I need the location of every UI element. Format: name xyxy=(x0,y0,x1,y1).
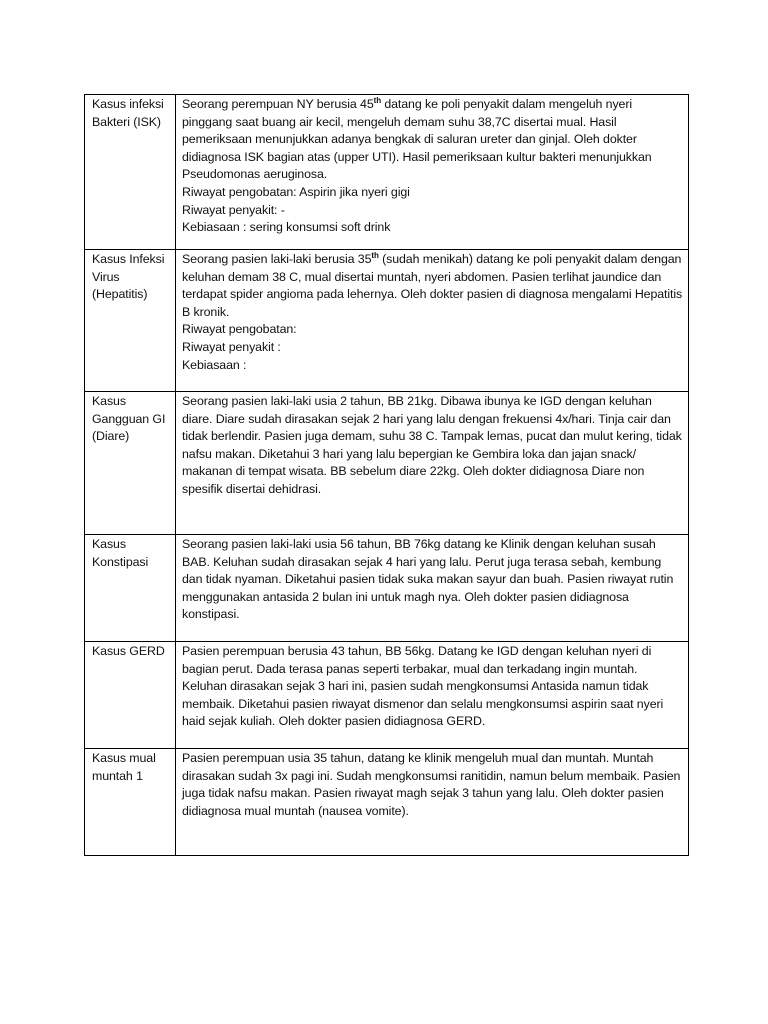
table-row xyxy=(85,749,689,856)
case-text-rest: datang ke poli penyakit dalam mengeluh nyeri pinggang saat buang air kecil, mengeluh demam suhu 38,7C disertai mual. Hasil pemeriksaan menunjukkan adanya bengkak di saluran ureter dan ginjal. Oleh dokter didiagnosa ISK bagian atas (upper UTI). Hasil pemeriksaan kultur bakteri menunjukkan Pseudomonas aeruginosa. xyxy=(182,97,652,182)
case-history-line: Riwayat penyakit : xyxy=(182,339,281,354)
case-text-start: Seorang pasien laki-laki berusia 35 xyxy=(182,252,372,266)
table-row xyxy=(85,642,689,749)
case-text-rest: (sudah menikah) datang ke poli penyakit dalam dengan keluhan demam 38 C, mual disertai muntah, nyeri abdomen. Pasien terlihat jaundice dan terdapat spider angioma pada lehernya. Oleh dokter pasien di diagnosa mengalami Hepatitis B kronik. xyxy=(182,252,683,319)
case-description xyxy=(176,95,689,250)
case-paragraph xyxy=(182,251,683,321)
case-description xyxy=(176,250,689,392)
case-history-line: Riwayat pengobatan: Aspirin jika nyeri gigi xyxy=(182,184,410,199)
case-history-line: Riwayat pengobatan: xyxy=(182,322,297,337)
table-row xyxy=(85,95,689,250)
table-row xyxy=(85,250,689,392)
case-description: Seorang pasien laki-laki usia 2 tahun, BB 21kg. Dibawa ibunya ke IGD dengan keluhan diare. Diare sudah dirasakan sejak 2 hari yang lalu dengan frekuensi 4x/hari. Tinja cair dan tidak berlendir. Pasien juga demam, suhu 38 C. Tampak lemas, pucat dan mulut kering, tidak nafsu makan. Diketahui 3 hari yang lalu bepergian ke Gembira loka dan jajan snack/ makanan di tempat wisata. BB sebelum diare 22kg. Oleh dokter didiagnosa Diare non spesifik disertai dehidrasi. xyxy=(176,392,689,535)
case-label: Kasus infeksi Bakteri (ISK) xyxy=(85,95,176,250)
ordinal-suffix: th xyxy=(371,250,379,260)
case-description: Seorang pasien laki-laki usia 56 tahun, BB 76kg datang ke Klinik dengan keluhan susah BAB. Keluhan sudah dirasakan sejak 4 hari yang lalu. Perut juga terasa sebah, kembung dan tidak nyaman. Diketahui pasien tidak suka makan sayur dan buah. Pasien riwayat rutin menggunakan antasida 2 bulan ini untuk magh nya. Oleh dokter pasien didiagnosa konstipasi. xyxy=(176,535,689,642)
case-paragraph xyxy=(182,96,683,184)
case-label: Kasus GERD xyxy=(85,642,176,749)
table-row xyxy=(85,535,689,642)
case-text-start: Seorang perempuan NY berusia 45 xyxy=(182,97,374,111)
ordinal-suffix: th xyxy=(373,95,381,105)
case-history-line: Kebiasaan : xyxy=(182,357,247,372)
case-label: Kasus Konstipasi xyxy=(85,535,176,642)
case-label: Kasus mual muntah 1 xyxy=(85,749,176,856)
case-label: Kasus Infeksi Virus (Hepatitis) xyxy=(85,250,176,392)
case-history-line: Kebiasaan : sering konsumsi soft drink xyxy=(182,220,391,235)
case-description: Pasien perempuan berusia 43 tahun, BB 56kg. Datang ke IGD dengan keluhan nyeri di bagian perut. Dada terasa panas seperti terbakar, mual dan terkadang ingin muntah. Keluhan dirasakan sejak 3 hari ini, pasien sudah mengkonsumsi Antasida namun tidak membaik. Diketahui pasien riwayat dismenor dan selalu mengkonsumsi aspirin saat nyeri haid sejak kuliah. Oleh dokter pasien didiagnosa GERD. xyxy=(176,642,689,749)
table-row xyxy=(85,392,689,535)
case-description: Pasien perempuan usia 35 tahun, datang ke klinik mengeluh mual dan muntah. Muntah dirasakan sudah 3x pagi ini. Sudah mengkonsumsi ranitidin, namun belum membaik. Pasien juga tidak nafsu makan. Pasien riwayat magh sejak 3 tahun yang lalu. Oleh dokter pasien didiagnosa mual muntah (nausea vomite). xyxy=(176,749,689,856)
case-history-line: Riwayat penyakit: - xyxy=(182,202,285,217)
case-table xyxy=(84,94,689,856)
case-label: Kasus Gangguan GI (Diare) xyxy=(85,392,176,535)
